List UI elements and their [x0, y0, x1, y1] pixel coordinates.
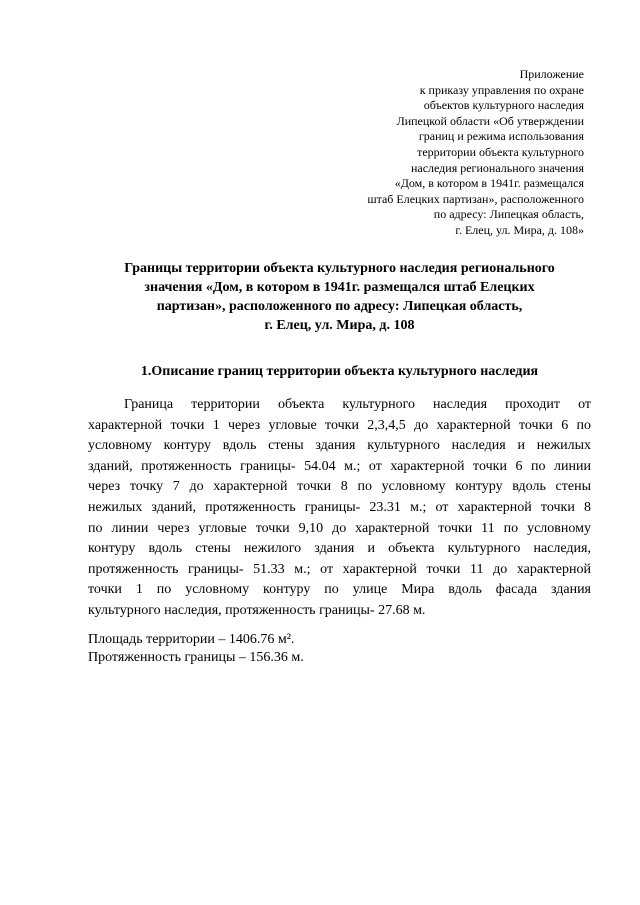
title-line: г. Елец, ул. Мира, д. 108 — [264, 318, 415, 333]
document-title — [88, 259, 591, 335]
title-line: Границы территории объекта культурного наследия регионального — [124, 261, 555, 276]
paragraph-line: культурного наследия, протяженность границы- 27.68 м. — [88, 602, 426, 618]
appendix-line: «Дом, в котором в 1941г. размещался — [394, 176, 584, 191]
summary-block — [88, 631, 591, 667]
paragraph-line: зданий, протяженность границы- 54.04 м.; от характерной точки 6 по линии — [88, 458, 591, 474]
appendix-line: границ и режима использования — [418, 129, 584, 144]
appendix-block — [284, 67, 584, 239]
paragraph-line: контуру вдоль стены нежилого здания и объекта культурного наследия, — [88, 541, 591, 557]
appendix-line: к приказу управления по охране — [419, 82, 584, 97]
title-line: значения «Дом, в котором в 1941г. размещался штаб Елецких — [144, 280, 535, 295]
paragraph-line: точки 1 по условному контуру по улице Мира вдоль фасада здания — [88, 582, 591, 598]
boundary-length: Протяженность границы – 156.36 м. — [88, 650, 304, 665]
paragraph-line: протяженность границы- 51.33 м.; от характерной точки 11 до характерной — [88, 561, 591, 577]
appendix-line: штаб Елецких партизан», расположенного — [367, 191, 584, 206]
section-heading: 1.Описание границ территории объекта культурного наследия — [140, 364, 539, 379]
appendix-line: по адресу: Липецкая область, — [433, 207, 584, 222]
appendix-line: территории объекта культурного — [417, 144, 584, 159]
paragraph-line: условному контуру вдоль стены здания культурного наследия и нежилых — [88, 438, 591, 454]
paragraph-line: характерной точки 1 через угловые точки 2,3,4,5 до характерной точки 6 по — [88, 417, 591, 433]
paragraph-line: нежилых зданий, протяженность границы- 23.31 м.; от характерной точки 8 — [88, 499, 591, 515]
appendix-line: наследия регионального значения — [410, 160, 584, 175]
boundary-description-paragraph — [88, 395, 591, 622]
territory-area: Площадь территории – 1406.76 м². — [88, 632, 295, 647]
paragraph-line: по линии через угловые точки 9,10 до характерной точки 11 по условному — [88, 520, 591, 536]
appendix-line: Приложение — [519, 67, 584, 81]
paragraph-line: через точку 7 до характерной точки 8 по условному контуру вдоль стены — [88, 479, 591, 495]
appendix-line: объектов культурного наследия — [423, 98, 584, 113]
title-line: партизан», расположенного по адресу: Липецкая область, — [156, 299, 523, 314]
paragraph-line: Граница территории объекта культурного наследия проходит от — [124, 397, 591, 412]
appendix-line: г. Елец, ул. Мира, д. 108» — [455, 222, 584, 237]
appendix-line: Липецкой области «Об утверждении — [396, 113, 584, 128]
